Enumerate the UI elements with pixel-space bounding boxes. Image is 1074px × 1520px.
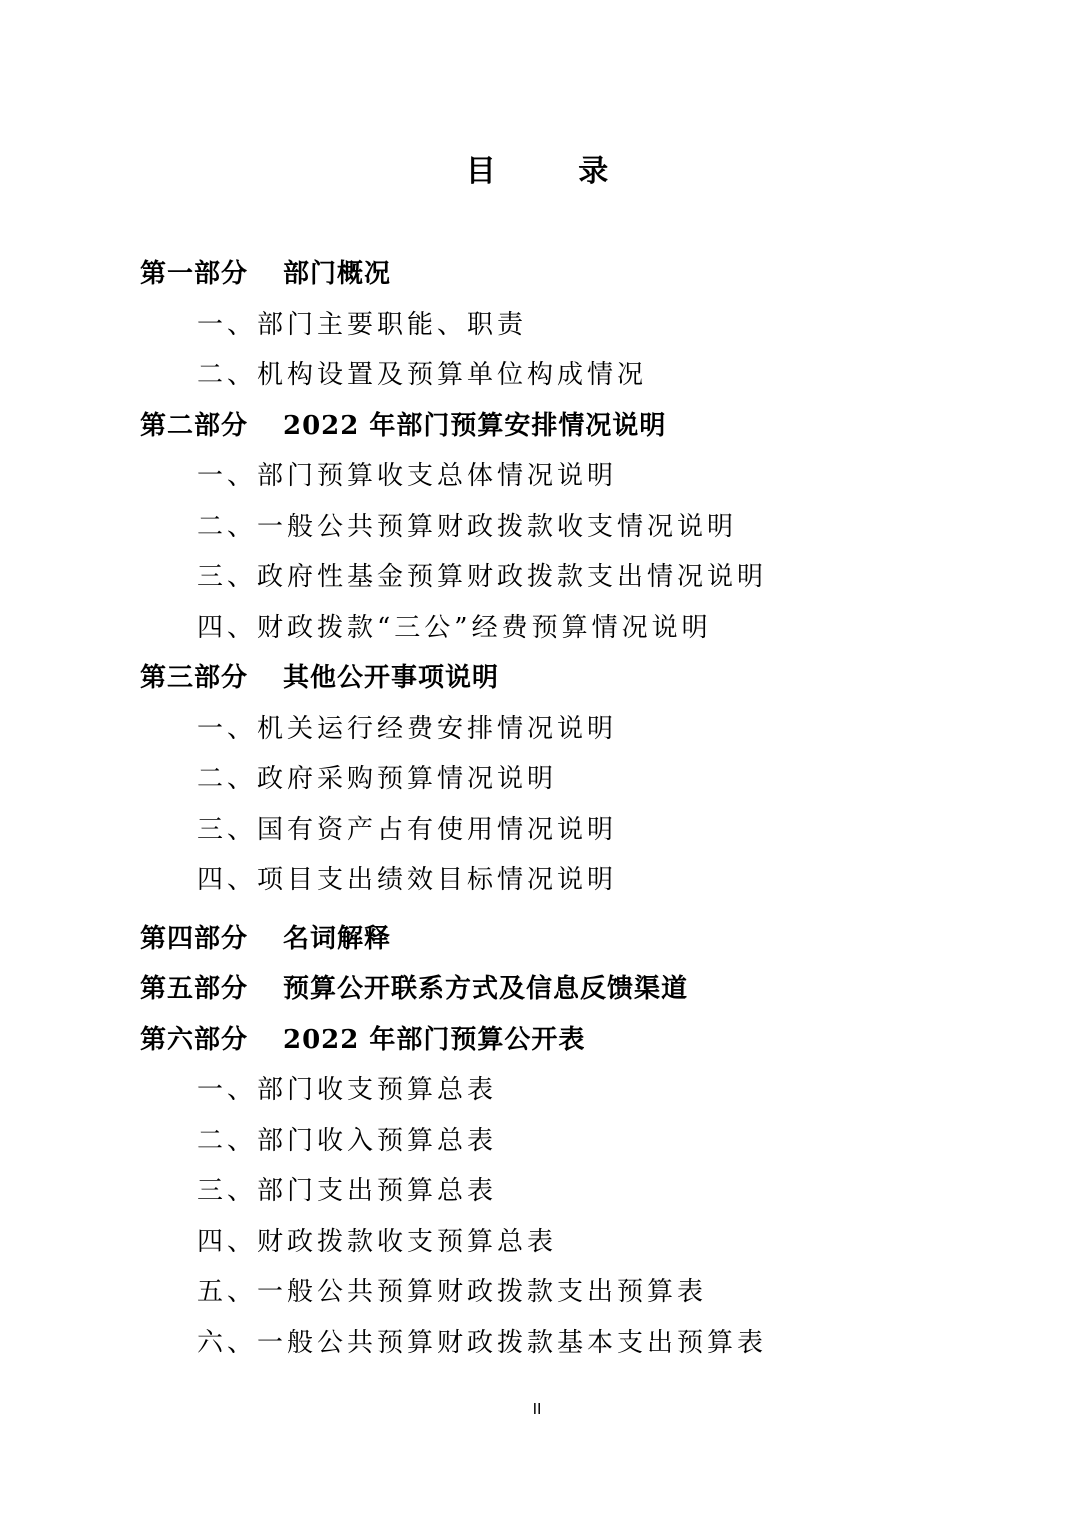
toc-part-number: 第六部分 xyxy=(140,1024,249,1055)
page-number: II xyxy=(532,1400,542,1418)
toc-item: 三、部门支出预算总表 xyxy=(197,1176,498,1206)
toc-part-5 xyxy=(140,967,1040,1018)
page-title: 目 录 xyxy=(465,154,645,189)
toc-part-number: 第四部分 xyxy=(140,923,249,954)
toc-part-title: 部门概况 xyxy=(283,259,392,289)
toc-part-title: 预算公开联系方式及信息反馈渠道 xyxy=(283,974,689,1004)
toc-item: 五、一般公共预算财政拨款支出预算表 xyxy=(197,1277,708,1307)
table-of-contents xyxy=(140,252,1040,1371)
toc-item: 四、财政拨款“三公”经费预算情况说明 xyxy=(197,612,712,643)
toc-item: 四、财政拨款收支预算总表 xyxy=(197,1226,558,1257)
toc-item: 二、部门收入预算总表 xyxy=(197,1125,498,1156)
toc-item: 二、机构设置及预算单位构成情况 xyxy=(197,360,648,390)
toc-part-number: 第二部分 xyxy=(140,410,249,441)
toc-item: 一、部门主要职能、职责 xyxy=(197,309,528,340)
toc-part-3 xyxy=(140,656,1040,707)
toc-item: 二、一般公共预算财政拨款收支情况说明 xyxy=(197,511,738,542)
toc-part-number: 第五部分 xyxy=(140,974,249,1004)
toc-part-title: 名词解释 xyxy=(283,923,392,954)
toc-part-title: 其他公开事项说明 xyxy=(283,663,500,693)
toc-item: 二、政府采购预算情况说明 xyxy=(197,764,558,794)
toc-item: 一、部门预算收支总体情况说明 xyxy=(197,461,618,491)
toc-item: 六、一般公共预算财政拨款基本支出预算表 xyxy=(197,1327,768,1358)
toc-part-number: 第一部分 xyxy=(140,259,249,289)
toc-item: 三、政府性基金预算财政拨款支出情况说明 xyxy=(197,562,768,592)
toc-item: 一、机关运行经费安排情况说明 xyxy=(197,713,618,744)
toc-part-number: 第三部分 xyxy=(140,663,249,693)
toc-part-title: 2022 年部门预算公开表 xyxy=(283,1024,586,1055)
toc-part-1 xyxy=(140,252,1040,303)
toc-part-2 xyxy=(140,404,1040,455)
toc-part-6 xyxy=(140,1018,1040,1069)
toc-part-title: 2022 年部门预算安排情况说明 xyxy=(283,410,667,441)
spacer xyxy=(140,909,1040,917)
toc-part-4 xyxy=(140,917,1040,968)
toc-item: 四、项目支出绩效目标情况说明 xyxy=(197,865,618,895)
toc-item: 三、国有资产占有使用情况说明 xyxy=(197,814,618,845)
toc-item: 一、部门收支预算总表 xyxy=(197,1075,498,1105)
